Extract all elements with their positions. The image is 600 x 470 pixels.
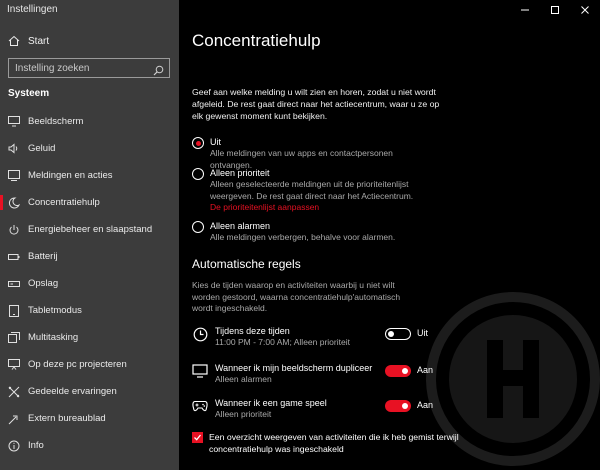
sidebar-item-label: Opslag (28, 278, 59, 289)
option-title: Uit (210, 137, 221, 147)
rule-subtitle: Alleen alarmen (215, 374, 272, 384)
sidebar-item-label: Extern bureaublad (28, 413, 106, 424)
toggle-state-label: Uit (417, 328, 428, 338)
radio-uit[interactable] (192, 137, 204, 149)
sidebar-item-label: Start (28, 35, 50, 47)
multitasking-icon (8, 332, 20, 343)
option-uit[interactable] (192, 136, 430, 171)
sidebar-item-label: Beeldscherm (28, 116, 84, 127)
gamepad-icon (192, 398, 208, 414)
sidebar-item-extern-bureaublad[interactable] (0, 405, 179, 432)
summary-option[interactable] (192, 431, 459, 455)
sidebar-item-tabletmodus[interactable] (0, 297, 179, 324)
rule-beeldscherm-dupliceer[interactable] (192, 362, 592, 392)
rule-subtitle: 11:00 PM - 7:00 AM; Alleen prioriteit (215, 337, 350, 347)
power-icon (8, 224, 20, 236)
storage-icon (8, 279, 20, 289)
option-title: Alleen prioriteit (210, 168, 270, 178)
option-title: Alleen alarmen (210, 221, 271, 231)
sidebar-item-batterij[interactable] (0, 243, 179, 270)
window-controls (510, 2, 600, 18)
search-input[interactable] (15, 63, 155, 74)
speaker-icon (8, 143, 20, 154)
sidebar-item-label: Concentratiehulp (28, 197, 100, 208)
sidebar-item-geluid[interactable] (0, 135, 179, 162)
sidebar-item-projecteren[interactable] (0, 351, 179, 378)
sidebar-item-info[interactable] (0, 432, 179, 459)
info-icon (8, 440, 20, 452)
sidebar-item-label: Batterij (28, 251, 58, 262)
project-icon (8, 359, 20, 370)
sidebar-item-start[interactable] (0, 31, 179, 51)
sidebar (0, 0, 179, 470)
main-content (179, 0, 600, 470)
radio-alleen-prioriteit[interactable] (192, 168, 204, 180)
sidebar-item-opslag[interactable] (0, 270, 179, 297)
rule-title: Tijdens deze tijden (215, 326, 290, 336)
close-button[interactable] (570, 2, 600, 18)
toggle-game[interactable] (385, 400, 411, 412)
app-title: Instellingen (7, 4, 58, 15)
radio-alleen-alarmen[interactable] (192, 221, 204, 233)
sidebar-item-concentratiehulp[interactable] (0, 189, 179, 216)
tablet-icon (8, 305, 20, 317)
sidebar-item-label: Op deze pc projecteren (28, 359, 127, 370)
rule-title: Wanneer ik mijn beeldscherm dupliceer (215, 363, 373, 373)
sidebar-item-label: Meldingen en acties (28, 170, 113, 181)
sidebar-item-label: Tabletmodus (28, 305, 82, 316)
home-icon (8, 35, 20, 47)
priority-list-link[interactable]: De prioriteitenlijst aanpassen (210, 202, 320, 212)
moon-icon (8, 197, 20, 209)
toggle-state-label: Aan (417, 365, 434, 375)
summary-checkbox[interactable] (192, 432, 203, 443)
sidebar-item-meldingen[interactable] (0, 162, 179, 189)
toggle-tijden[interactable] (385, 328, 411, 340)
section-heading: Systeem (8, 88, 50, 99)
sidebar-item-label: Energiebeheer en slaapstand (28, 224, 153, 235)
option-subtitle: Alle meldingen van uw apps en contactpersonen ontvangen. (210, 148, 393, 170)
remote-desktop-icon (8, 413, 20, 425)
option-subtitle: Alleen geselecteerde meldingen uit de prioriteitenlijst weergeven. De rest gaat direct naar het Actiecentrum. (210, 179, 414, 201)
option-subtitle: Alle meldingen verbergen, behalve voor alarmen. (210, 232, 396, 242)
sidebar-nav (0, 108, 179, 459)
notification-icon (8, 170, 20, 181)
rule-game[interactable] (192, 397, 592, 427)
sidebar-item-energiebeheer[interactable] (0, 216, 179, 243)
rule-title: Wanneer ik een game speel (215, 398, 327, 408)
rules-description: Kies de tijden waarop en activiteiten waarbij u niet wilt worden gestoord, waarna concentratiehulp'automatisch wordt ingeschakeld. (192, 280, 401, 313)
monitor-icon (192, 363, 208, 379)
search-box[interactable] (8, 58, 170, 78)
sidebar-item-label: Geluid (28, 143, 56, 154)
monitor-icon (8, 116, 20, 127)
rule-subtitle: Alleen prioriteit (215, 409, 272, 419)
toggle-state-label: Aan (417, 400, 434, 410)
toggle-beeldscherm[interactable] (385, 365, 411, 377)
rule-tijden[interactable] (192, 325, 592, 355)
summary-checkbox-label: Een overzicht weergeven van activiteiten die ik heb gemist terwijl concentratiehulp was ingeschakeld (209, 432, 459, 454)
sidebar-item-beeldscherm[interactable] (0, 108, 179, 135)
search-icon[interactable] (153, 63, 164, 81)
option-alleen-prioriteit[interactable] (192, 167, 430, 214)
minimize-button[interactable] (510, 2, 540, 18)
page-description: Geef aan welke melding u wilt zien en horen, zodat u niet wordt afgeleid. De rest gaat direct naar het actiecentrum, waar u ze op elk gewenst moment kunt bekijken. (192, 87, 440, 121)
page-title: Concentratiehulp (192, 31, 321, 50)
sidebar-item-label: Info (28, 440, 44, 451)
sidebar-item-gedeelde-ervaringen[interactable] (0, 378, 179, 405)
option-alleen-alarmen[interactable] (192, 220, 430, 244)
shared-icon (8, 386, 20, 398)
sidebar-item-label: Gedeelde ervaringen (28, 386, 117, 397)
rules-title: Automatische regels (192, 257, 301, 271)
clock-icon (192, 326, 208, 342)
sidebar-item-label: Multitasking (28, 332, 79, 343)
maximize-button[interactable] (540, 2, 570, 18)
sidebar-item-multitasking[interactable] (0, 324, 179, 351)
battery-icon (8, 252, 20, 262)
